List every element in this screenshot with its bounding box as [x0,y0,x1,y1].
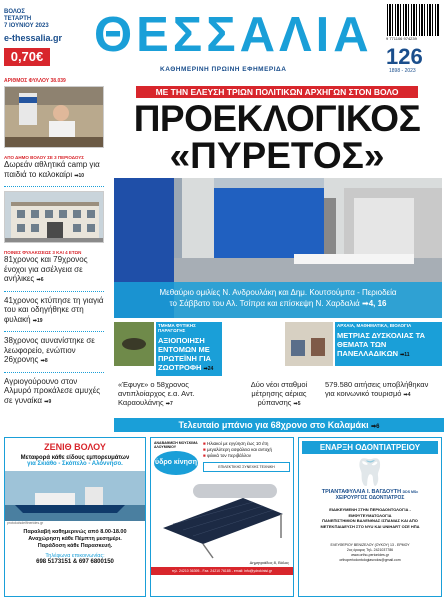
ad-text: ΕΛΕΥΘΕΡΙΟΥ ΒΕΝΙΖΕΛΟΥ (ΟΥΚΟΥ) 13 - ΕΡΜΟΥ [330,543,410,547]
ad-dental[interactable] [298,437,442,597]
ad-text: για Σκιάθο - Σκόπελο - Αλόννησο. [27,461,123,467]
exam-photo [285,322,333,366]
brief-story[interactable]: «Έφυγε» ο 58χρονος αντιπλοίαρχος ε.α. Αντ. Καραουλάνης ➡7 [118,380,195,407]
teaser-banner[interactable]: Τελευταίο μπάνιο για 68χρονο στο Καλαμάκι ➡6 [114,418,444,432]
story-kicker: ΑΠΟ ΔΗΜΟ ΒΟΛΟΥ ΣΕ 3 ΠΕΡΙΟΔΟΥΣ [4,155,84,160]
ad-text: protokolsdelfinerides.gr [7,521,44,525]
ad-text: Αναχώρηση κάθε Πέμπτη μεσημέρι. [28,536,122,542]
weekday-label: ΤΕΤΑΡΤΗ [4,16,32,22]
barcode-number: 9 771106 974239 [386,36,417,41]
sub-kicker: ΑΡΧΑΙΑ, ΜΑΘΗΜΑΤΙΚΑ, ΒΙΟΛΟΓΙΑ [337,323,412,328]
story-kicker: ΠΟΙΝΕΣ ΦΥΛΑΚΙΣΕΩΣ 3 ΚΑΙ 4 ΕΤΩΝ [4,250,82,255]
ad-text: ΕΙΔΙΚΕΥΜΕΝΗ ΣΤΗΝ ΠΕΡΙΟΔΟΝΤΟΛΟΓΙΑ - [329,507,411,512]
site-link[interactable]: e-thessalia.gr [4,33,63,43]
brief-story[interactable]: Δύο νέοι σταθμοί μέτρησης αέριας ρύπανσης ➡5 [250,380,308,407]
left-news-column [4,86,104,456]
solar-heater-photo [153,478,293,560]
ad-text: ΜΕΤΕΚΠΑΙΔΕΥΣΗ ΣΤΟ NYU ΚΑΙ UNIHART ΟΣΕ ΗΠΑ [320,523,420,529]
sub-story-insects[interactable] [114,322,222,384]
main-headline-quote[interactable]: «ΠΥΡΕΤΟΣ» [169,135,385,176]
story-title[interactable]: 41χρονος κτύπησε τη γιαγιά του και οδηγήθηκε στη φυλακή ➡19 [4,295,104,324]
main-caption [114,282,442,318]
sub-title: ΜΕΤΡΙΑΣ ΔΥΣΚΟΛΙΑΣ ΤΑ ΘΕΜΑΤΑ ΤΩΝ ΠΑΝΕΛΛΑΔΙΚΩΝ ➡11 [337,331,426,358]
main-kicker: ΜΕ ΤΗΝ ΕΛΕΥΣΗ ΤΡΙΩΝ ΠΟΛΙΤΙΚΩΝ ΑΡΧΗΓΩΝ ΣΤΟΝ ΒΟΛΟ [136,86,418,98]
bullet: ■ Ηλιακοί με εγγύηση έως 10 έτη [203,441,269,446]
dentist-name: ΤΡΙΑΝΤΑΦΥΛΛΙΑ Ι. ΒΑΓΔΟΥΤΗ DDS MSc [321,489,419,495]
newspaper-logo: ΘΕΣΣΑΛΙΑ [94,8,373,62]
divider [4,372,104,373]
insect-photo [114,322,154,366]
ad-email[interactable]: orthoperiodontologiasvolos@gmail.com [339,558,401,562]
caption-line-2: το Σάββατο του Αλ. Τσίπρα και επίσκεψη Ν. Χαρδαλιά ➡4, 16 [169,299,387,308]
issue-number: ΑΡΙΘΜΟΣ ΦΥΛΛΟΥ 38.039 [4,78,66,84]
divider [4,331,104,332]
ad-text: Δημητριάδος 8, Βόλος [249,560,289,565]
ad-text: ΧΕΙΡΟΥΡΓΟΣ ΟΔΟΝΤΙΑΤΡΟΣ [335,495,405,501]
tooth-icon: 🦷 [353,457,387,487]
ship-photo [5,471,145,521]
ad-title: ΕΝΑΡΞΗ ΟΔΟΝΤΙΑΤΡΕΙΟΥ [302,441,438,454]
ad-text: Τηλέφωνα επικοινωνίας: [45,553,105,559]
ad-phones: 698 5173151 & 697 6800150 [36,559,114,565]
sub-story-exams[interactable] [285,322,442,384]
bullet: ■ φιλικά τον περιβάλλον [203,453,251,458]
story-title: 81χρονος και 79χρονος ένοχοι για ασέλγεια σε ανήλικες ➡6 [4,255,88,283]
issue-date-block [4,9,49,30]
anniversary-years: 1898 - 2023 [389,68,416,74]
ad-text: ΕΜΦΥΤΕΥΜΑΤΟΛΟΓΙΑ [348,512,392,518]
divider [4,186,104,187]
divider [4,291,104,292]
city-label: ΒΟΛΟΣ [4,9,25,15]
brief-story[interactable]: 579.580 αιτήσεις υποβλήθηκαν για κοινωνικό τουρισμό ➡4 [325,380,429,398]
main-headline[interactable]: ΠΡΟΕΚΛΟΓΙΚΟΣ [133,98,421,139]
mayor-photo [4,86,104,148]
ad-text: ΑΝΑΒΑΘΜΙΣΗ ΜΟΥΣΚΙΜΑ ΑΛΟΥΜΙΝΙΟΥ [154,441,198,449]
tagline: ΚΑΘΗΜΕΡΙΝΗ ΠΡΩΙΝΗ ΕΦΗΜΕΡΙΔΑ [160,66,287,73]
ad-phones: τηλ. 24210 36395 - Fax. 24210 76185 - email: info@ydrokinisi.gr [151,567,293,575]
story-title: Δωρεάν αθλητικά camp για παιδιά το καλοκαίρι ➡10 [4,160,100,179]
date-label: 7 ΙΟΥΝΙΟΥ 2023 [4,23,49,29]
sub-title: ΑΞΙΟΠΟΙΗΣΗ ΕΝΤΟΜΩΝ ΜΕ ΠΡΩΤΕΪΝΗ ΓΙΑ ΖΩΟΤΡΟΦΗ ➡24 [158,336,214,372]
ad-title: ΖΕΝΙΘ ΒΟΛΟΥ [44,442,106,452]
ad-web[interactable]: www.ortho-perionides.gr [351,553,389,557]
ad-text: 2ος όροφος Τηλ. 2421037786 [346,548,394,552]
left-story[interactable] [4,86,104,181]
anniversary-number: 126 [386,44,423,69]
left-story[interactable] [4,191,104,286]
masthead [0,0,446,83]
courthouse-photo [4,191,104,243]
story-title[interactable]: 38χρονος αυναvίστηκε σε λεωφορείο, ενώπιον 26χρονης ➡8 [4,336,95,364]
ad-text: Μεταφορά κάθε είδους εμπορευμάτων [20,455,130,461]
ad-solar[interactable] [150,437,294,597]
caption-line-1: Μεθαύριο ομιλίες Ν. Ανδρουλάκη και Δημ. Κουτσούμπα - Περιοδεία [159,288,397,297]
story-title[interactable]: Αγριογούρουνο στον Αλμυρό προκάλεσε αμυχές σε γυναίκα ➡9 [4,376,101,405]
brand-logo: ύδρο κίνηση [154,451,198,475]
sub-kicker: ΤΜΗΜΑ ΦΥΤΙΚΗΣ ΠΑΡΑΓΩΓΗΣ [158,323,196,333]
barcode-icon [387,4,439,36]
ad-text: Παράδοση κάθε Παρασκευή. [37,543,113,549]
ad-text: ΠΑΝΕΠΙΣΤΗΜΙΟΝ ΒΑΛΕΝΘΙΑΣ ΙΣΠΑΝΙΑΣ ΚΑΙ ΑΠΟ [322,518,418,523]
ad-text: Παραλαβή καθημερινώς από 8.00-18.00 [23,529,127,535]
price-badge: 0,70€ [4,48,50,66]
bullet: ■ μεγαλύτερη ασφάλεια και αντοχή [203,447,272,452]
ad-zenith[interactable] [4,437,146,597]
ad-badge: ΕΠΙΛΕΚΤΙΚΗΣ ΣΥΝΕΧΗΣ ΤΕΧΝΙΚΗ [203,462,290,472]
